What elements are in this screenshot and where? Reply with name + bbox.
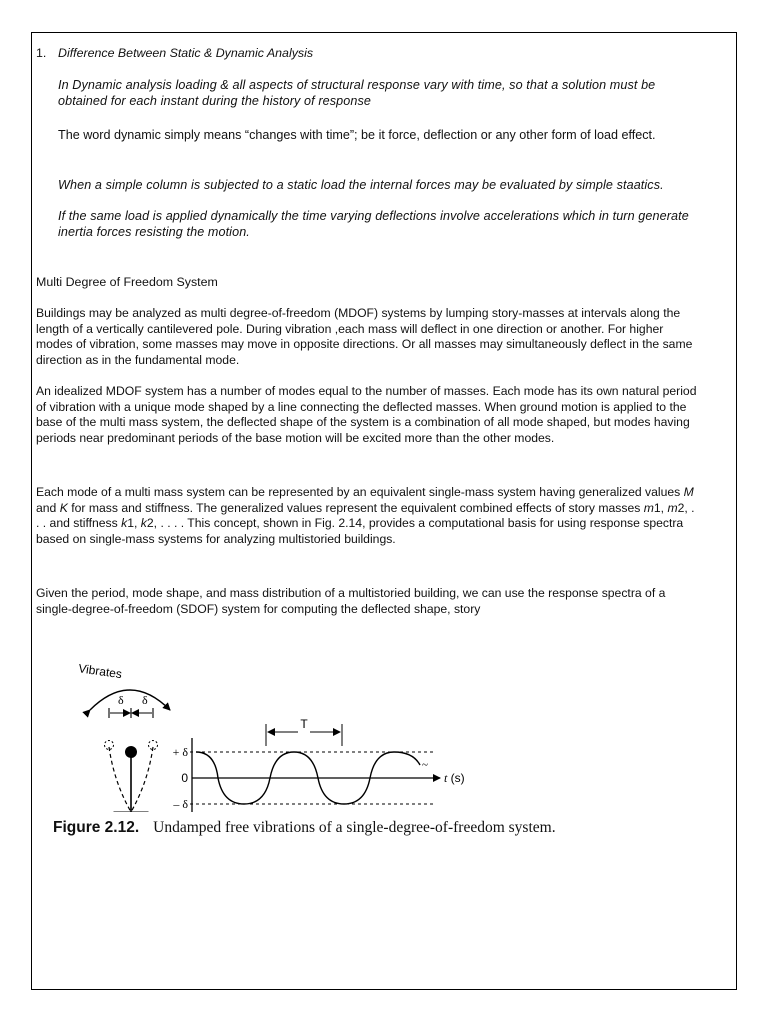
vibrates-label: Vibrates bbox=[77, 661, 123, 682]
caption-text: Undamped free vibrations of a single-degree-of-freedom system. bbox=[153, 819, 556, 836]
delta-right-label: δ bbox=[142, 693, 148, 707]
mdof-paragraph-4: Given the period, mode shape, and mass distribution of a multistoried building, we can use the response spectra of a single-degree-of-freedom (SDOF) system for computing the deflected shape, story bbox=[36, 586, 666, 616]
static-load-paragraph: When a simple column is subjected to a static load the internal forces may be evaluated by simple staatics. bbox=[58, 178, 664, 192]
section-2-heading: Multi Degree of Freedom System bbox=[36, 275, 218, 289]
section-1-title: Difference Between Static & Dynamic Analysis bbox=[58, 46, 314, 60]
plus-delta-label: + δ bbox=[172, 745, 188, 759]
caption-label: Figure 2.12. bbox=[53, 819, 140, 836]
mdof-paragraph-2: An idealized MDOF system has a number of modes equal to the number of masses. Each mode has its own natural period of vibration with a unique mode shaped by a line connecting the deflected masses. When ground motion is applied to the base of the multi mass system, the deflected shape of the system is a combination of all mode shaped, but modes having periods near predominant periods of the base motion will be excited more than the other modes. bbox=[36, 384, 697, 445]
dynamic-definition-paragraph: The word dynamic simply means “changes with time”; be it force, deflection or any other form of load effect. bbox=[58, 128, 656, 142]
dynamic-load-paragraph: If the same load is applied dynamically the time varying deflections involve accelerations which in turn generate inertia forces resisting the motion. bbox=[58, 209, 689, 239]
section-1-heading bbox=[36, 46, 313, 60]
zero-label: 0 bbox=[181, 771, 188, 785]
t-axis-label: t (s) bbox=[444, 771, 465, 785]
section-1-number: 1. bbox=[36, 46, 47, 60]
mass-icon bbox=[125, 746, 137, 758]
minus-delta-label: – δ bbox=[173, 797, 188, 811]
period-label: T bbox=[300, 717, 308, 731]
dynamic-analysis-paragraph: In Dynamic analysis loading & all aspects of structural response vary with time, so that a solution must be obtained for each instant during the history of response bbox=[58, 78, 656, 108]
mdof-paragraph-3: Each mode of a multi mass system can be represented by an equivalent single-mass system having generalized values M and K for mass and stiffness. The generalized values represent the equivalent combined effects of story masses m1, m2, . . . and stiffness k1, k2, . . . . This concept, shown in Fig. 2.14, provides a computational basis for using response spectra based on single-mass systems for analyzing multistoried buildings. bbox=[36, 485, 695, 546]
delta-left-label: δ bbox=[118, 693, 124, 707]
svg-text:~: ~ bbox=[422, 759, 428, 771]
mdof-paragraph-1: Buildings may be analyzed as multi degree-of-freedom (MDOF) systems by lumping story-masses at intervals along the length of a vertically cantilevered pole. During vibration ,each mass will deflect in one direction or another. For higher modes of vibration, some masses may move in opposite directions. Or all masses may simultaneously deflect in the same direction as in the fundamental mode. bbox=[36, 306, 693, 367]
vibration-figure bbox=[48, 652, 498, 812]
vibrates-arrow-icon bbox=[90, 690, 170, 710]
figure-caption bbox=[53, 819, 556, 837]
